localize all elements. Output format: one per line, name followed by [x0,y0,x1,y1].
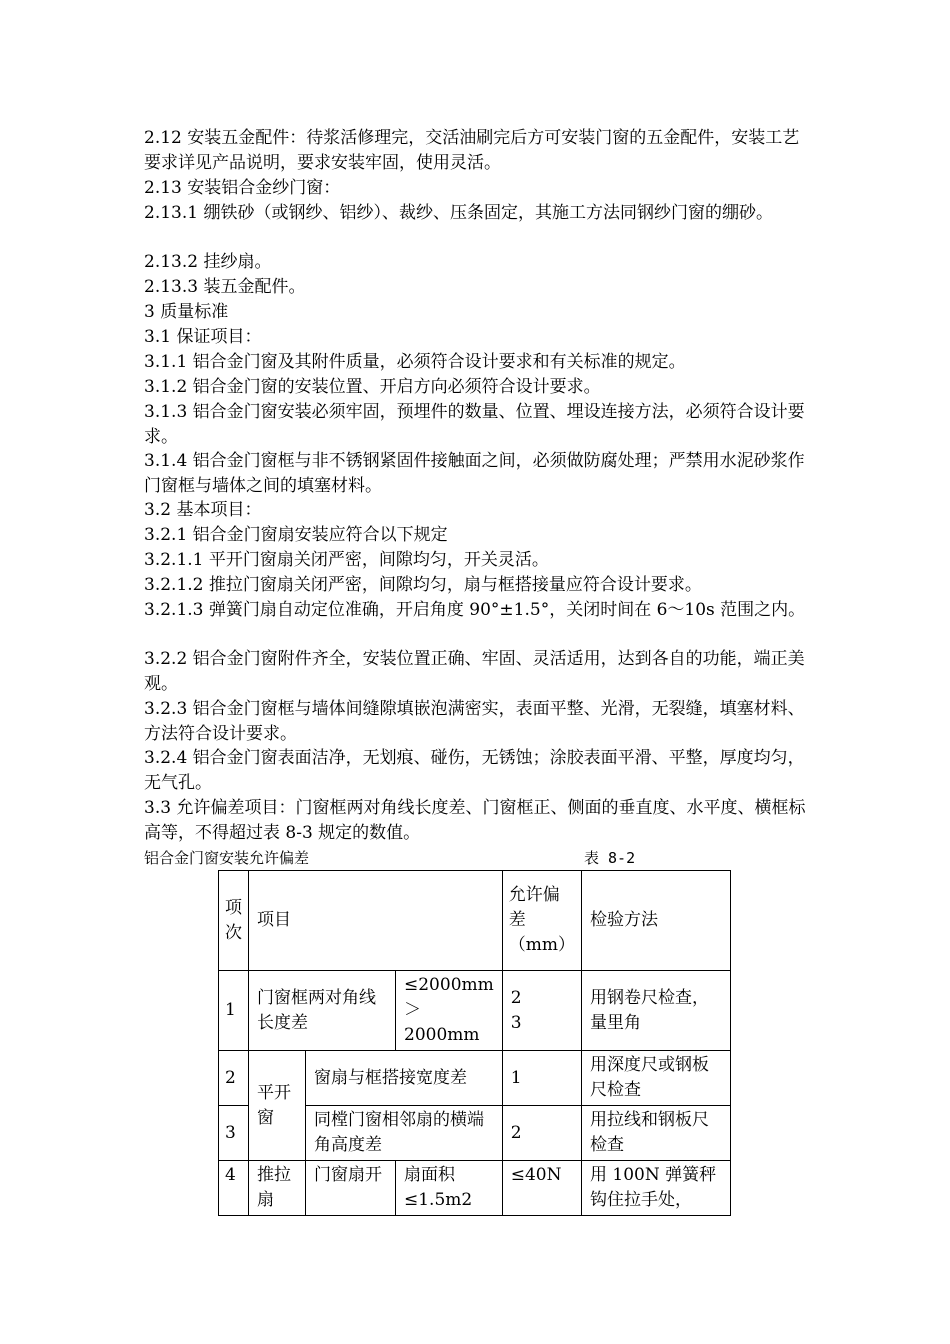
table-row [219,971,731,1051]
paragraph-3-2-2: 3.2.2 铝合金门窗附件齐全，安装位置正确、牢固、灵活适用，达到各自的功能，端正美观。 [144,649,805,694]
header-seq: 项次 [219,871,249,971]
paragraph-3-3: 3.3 允许偏差项目：门窗框两对角线长度差、门窗框正、侧面的垂直度、水平度、横框标高等，不得超过表 8-3 规定的数值。 [144,798,806,843]
row1-condition-b: ＞2000mm [404,1000,480,1045]
paragraph-3-1-4: 3.1.4 铝合金门窗框与非不锈钢紧固件接触面之间，必须做防腐处理；严禁用水泥砂浆作门窗框与墙体之间的填塞材料。 [144,451,805,496]
row1-tolerance-a: 2 [510,987,522,1008]
row1-seq: 1 [219,971,249,1051]
heading-3-quality-standard: 3 质量标准 [144,302,229,322]
paragraph-3-2: 3.2 基本项目： [144,500,262,520]
row3-item: 同樘门窗相邻扇的横端角高度差 [306,1106,503,1161]
paragraph-3-2-1-1: 3.2.1.1 平开门窗扇关闭严密，间隙均匀，开关灵活。 [144,550,549,570]
paragraph-2-13-1: 2.13.1 绷铁砂（或钢纱、铝纱）、裁纱、压条固定，其施工方法同钢纱门窗的绷砂。 [144,203,773,223]
header-tolerance: 允许偏差（mm） [502,871,581,971]
row4-seq: 4 [219,1161,249,1216]
row3-seq: 3 [219,1106,249,1161]
row1-method: 用钢卷尺检查，量里角 [582,971,731,1051]
row1-tolerance [502,971,581,1051]
paragraph-3-1-1: 3.1.1 铝合金门窗及其附件质量，必须符合设计要求和有关标准的规定。 [144,352,686,372]
row1-conditions [396,971,503,1051]
table-caption: 铝合金门窗安装允许偏差 [144,849,310,867]
row4-sub: 门窗扇开 [306,1161,396,1216]
paragraph-3-1: 3.1 保证项目： [144,327,262,347]
paragraph-2-13-3: 2.13.3 装五金配件。 [144,277,306,297]
row1-condition-a: ≤2000mm [404,975,494,995]
row4-tolerance: ≤40N [502,1161,581,1216]
paragraph-3-2-1-2: 3.2.1.2 推拉门窗扇关闭严密，间隙均匀，扇与框搭接量应符合设计要求。 [144,575,702,595]
paragraph-3-2-4: 3.2.4 铝合金门窗表面洁净，无划痕、碰伤，无锈蚀；涂胶表面平滑、平整，厚度均匀，无气孔。 [144,748,805,793]
paragraph-3-2-1-3: 3.2.1.3 弹簧门扇自动定位准确，开启角度 90°±1.5°，关闭时间在 6～10s 范围之内。 [144,600,806,620]
paragraph-3-2-1: 3.2.1 铝合金门窗扇安装应符合以下规定 [144,525,448,545]
row2-method: 用深度尺或钢板尺检查 [582,1051,731,1106]
paragraph-3-2-3: 3.2.3 铝合金门窗框与墙体间缝隙填嵌泡满密实，表面平整、光滑，无裂缝，填塞材料、方法符合设计要求。 [144,699,805,744]
row2-tolerance: 1 [502,1051,581,1106]
row3-method: 用拉线和钢板尺检查 [582,1106,731,1161]
paragraph-3-1-2: 3.1.2 铝合金门窗的安装位置、开启方向必须符合设计要求。 [144,377,601,397]
table-row [219,1051,731,1106]
paragraph-3-1-3: 3.1.3 铝合金门窗安装必须牢固，预埋件的数量、位置、埋设连接方法，必须符合设计要求。 [144,402,805,447]
row2-item: 窗扇与框搭接宽度差 [306,1051,503,1106]
table-number: 表 8-2 [584,849,636,867]
paragraph-2-13-2: 2.13.2 挂纱扇。 [144,252,272,272]
header-method: 检验方法 [582,871,731,971]
tolerance-table [218,870,731,1216]
row4-method: 用 100N 弹簧秤钩住拉手处， [582,1161,731,1216]
paragraph-2-13: 2.13 安装铝合金纱门窗： [144,178,341,198]
group-casement-window: 平开窗 [249,1051,306,1161]
table-row [219,1161,731,1216]
row4-condition: 扇面积≤1.5m2 [396,1161,503,1216]
paragraph-2-12: 2.12 安装五金配件：待浆活修理完，交活油刷完后方可安装门窗的五金配件，安装工艺要求详见产品说明，要求安装牢固，使用灵活。 [144,128,800,173]
row4-group: 推拉扇 [249,1161,306,1216]
row1-tolerance-b: 3 [510,1012,522,1033]
table-header-row [219,871,731,971]
header-item: 项目 [249,871,503,971]
row1-item: 门窗框两对角线长度差 [249,971,396,1051]
row3-tolerance: 2 [502,1106,581,1161]
row2-seq: 2 [219,1051,249,1106]
